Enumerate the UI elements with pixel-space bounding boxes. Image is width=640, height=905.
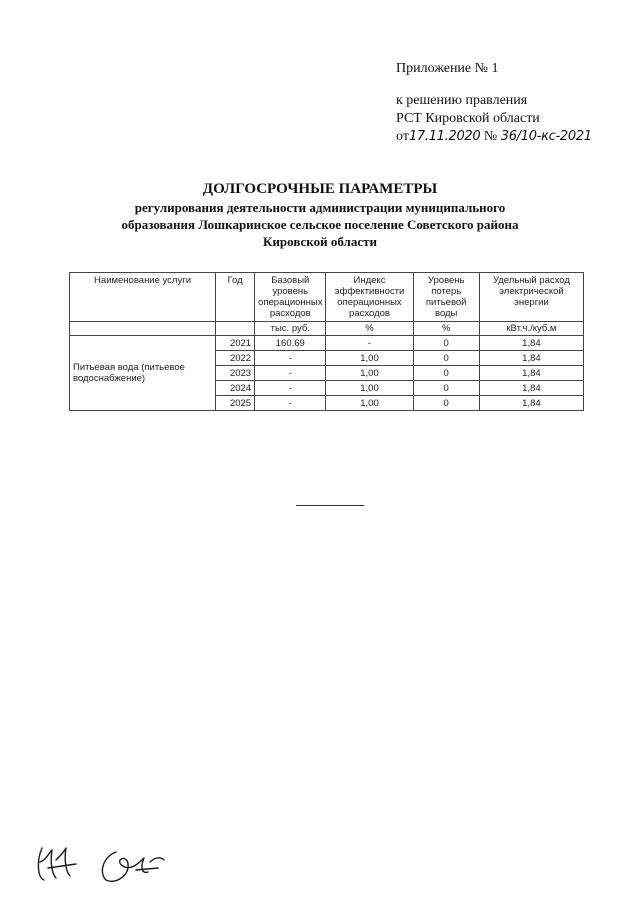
row-index: 1,00 <box>326 351 413 366</box>
row-year: 2023 <box>216 366 255 381</box>
title-line-1: регулирования деятельности администрации муниципального <box>134 200 506 215</box>
row-loss: 0 <box>413 381 479 396</box>
row-year: 2025 <box>216 396 255 411</box>
row-loss: 0 <box>413 366 479 381</box>
decision-line: к решению правления <box>396 93 528 108</box>
authority-line: РСТ Кировской области <box>396 111 540 126</box>
unit-energy: кВт.ч./куб.м <box>479 322 583 336</box>
from-prefix: от <box>396 129 409 144</box>
signature-1 <box>38 848 76 880</box>
row-base: - <box>255 351 326 366</box>
decision-number: 36/10-кс-2021 <box>500 129 592 144</box>
table-row <box>70 336 584 351</box>
header-energy: Удельный расход электрической энергии <box>479 273 583 322</box>
number-prefix: № <box>483 129 498 144</box>
appendix-label: Приложение № 1 <box>396 61 499 76</box>
title-line-3: Кировской области <box>263 234 377 249</box>
header-index: Индекс эффективности операционных расходов <box>326 273 413 322</box>
row-loss: 0 <box>413 336 479 351</box>
row-base: - <box>255 366 326 381</box>
row-loss: 0 <box>413 396 479 411</box>
document-title <box>80 180 560 250</box>
date-number-line <box>396 128 592 146</box>
row-energy: 1,84 <box>479 366 583 381</box>
title-main: ДОЛГОСРОЧНЫЕ ПАРАМЕТРЫ <box>202 181 438 197</box>
row-energy: 1,84 <box>479 336 583 351</box>
row-loss: 0 <box>413 351 479 366</box>
table-units-row <box>70 322 584 336</box>
row-index: 1,00 <box>326 381 413 396</box>
unit-base: тыс. руб. <box>255 322 326 336</box>
row-base: - <box>255 396 326 411</box>
title-line-2: образования Лошкаринское сельское поселение Советского района <box>121 217 519 232</box>
row-index: - <box>326 336 413 351</box>
end-divider <box>296 505 364 506</box>
row-energy: 1,84 <box>479 396 583 411</box>
row-base: 160,69 <box>255 336 326 351</box>
row-year: 2022 <box>216 351 255 366</box>
header-base: Базовый уровень операционных расходов <box>255 273 326 322</box>
header-year: Год <box>216 273 255 322</box>
appendix-block <box>396 60 592 146</box>
row-energy: 1,84 <box>479 351 583 366</box>
decision-date: 17.11.2020 <box>408 129 481 144</box>
row-base: - <box>255 381 326 396</box>
parameters-table <box>69 272 584 411</box>
row-energy: 1,84 <box>479 381 583 396</box>
handwritten-signatures-icon <box>30 840 180 890</box>
row-year: 2024 <box>216 381 255 396</box>
signature-2 <box>102 852 164 881</box>
service-name: Питьевая вода (питьевое водоснабжение) <box>70 336 216 411</box>
row-index: 1,00 <box>326 366 413 381</box>
row-index: 1,00 <box>326 396 413 411</box>
header-service: Наименование услуги <box>70 273 216 322</box>
header-loss: Уровень потерь питьевой воды <box>413 273 479 322</box>
row-year: 2021 <box>216 336 255 351</box>
unit-index: % <box>326 322 413 336</box>
unit-loss: % <box>413 322 479 336</box>
table-header-row <box>70 273 584 322</box>
